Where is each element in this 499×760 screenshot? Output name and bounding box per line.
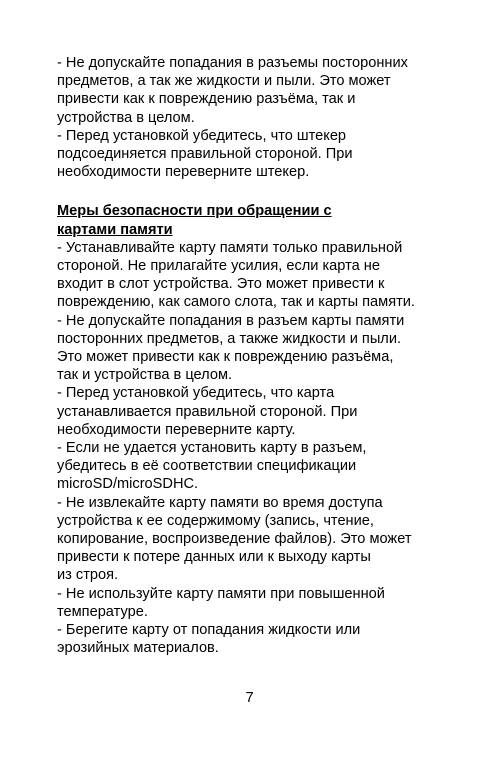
- page-content: [57, 54, 457, 658]
- page-number: 7: [245, 690, 254, 706]
- list-item: - Если не удается установить карту в разъем, убедитесь в её соответствии спецификации microSD/microSDHC.: [57, 440, 367, 493]
- list-item: - Не используйте карту памяти при повышенной температуре.: [57, 585, 385, 620]
- list-item: - Не допускайте попадания в разъем карты памяти посторонних предметов, а также жидкости и пыли. Это может привести как к повреждению разъёма, так и устройства в целом.: [57, 312, 405, 384]
- list-item: - Берегите карту от попадания жидкости или эрозийных материалов.: [57, 622, 361, 657]
- intro-paragraph-connectors-dust: - Не допускайте попадания в разъемы посторонних предметов, а так же жидкости и пыли. Это может привести как к повреждению разъёма, так и устройства в целом.: [57, 55, 408, 126]
- list-item: - Не извлекайте карту памяти во время доступа устройства к ее содержимому (запись, чтение, копирование, воспроизведение файлов). Это может привести к потере данных или к выходу карты из строя.: [57, 494, 412, 584]
- list-item: - Перед установкой убедитесь, что карта устанавливается правильной стороной. При необходимости переверните карту.: [57, 385, 358, 438]
- section-heading: Меры безопасности при обращении с картами памяти: [57, 203, 332, 238]
- intro-paragraph-plug-orientation: - Перед установкой убедитесь, что штекер подсоединяется правильной стороной. При необходимости переверните штекер.: [57, 127, 353, 181]
- list-item: - Устанавливайте карту памяти только правильной стороной. Не прилагайте усилия, если карта не входит в слот устройства. Это может привести к повреждению, как самого слота, так и карты памяти.: [57, 239, 415, 311]
- section-gap: [57, 181, 457, 202]
